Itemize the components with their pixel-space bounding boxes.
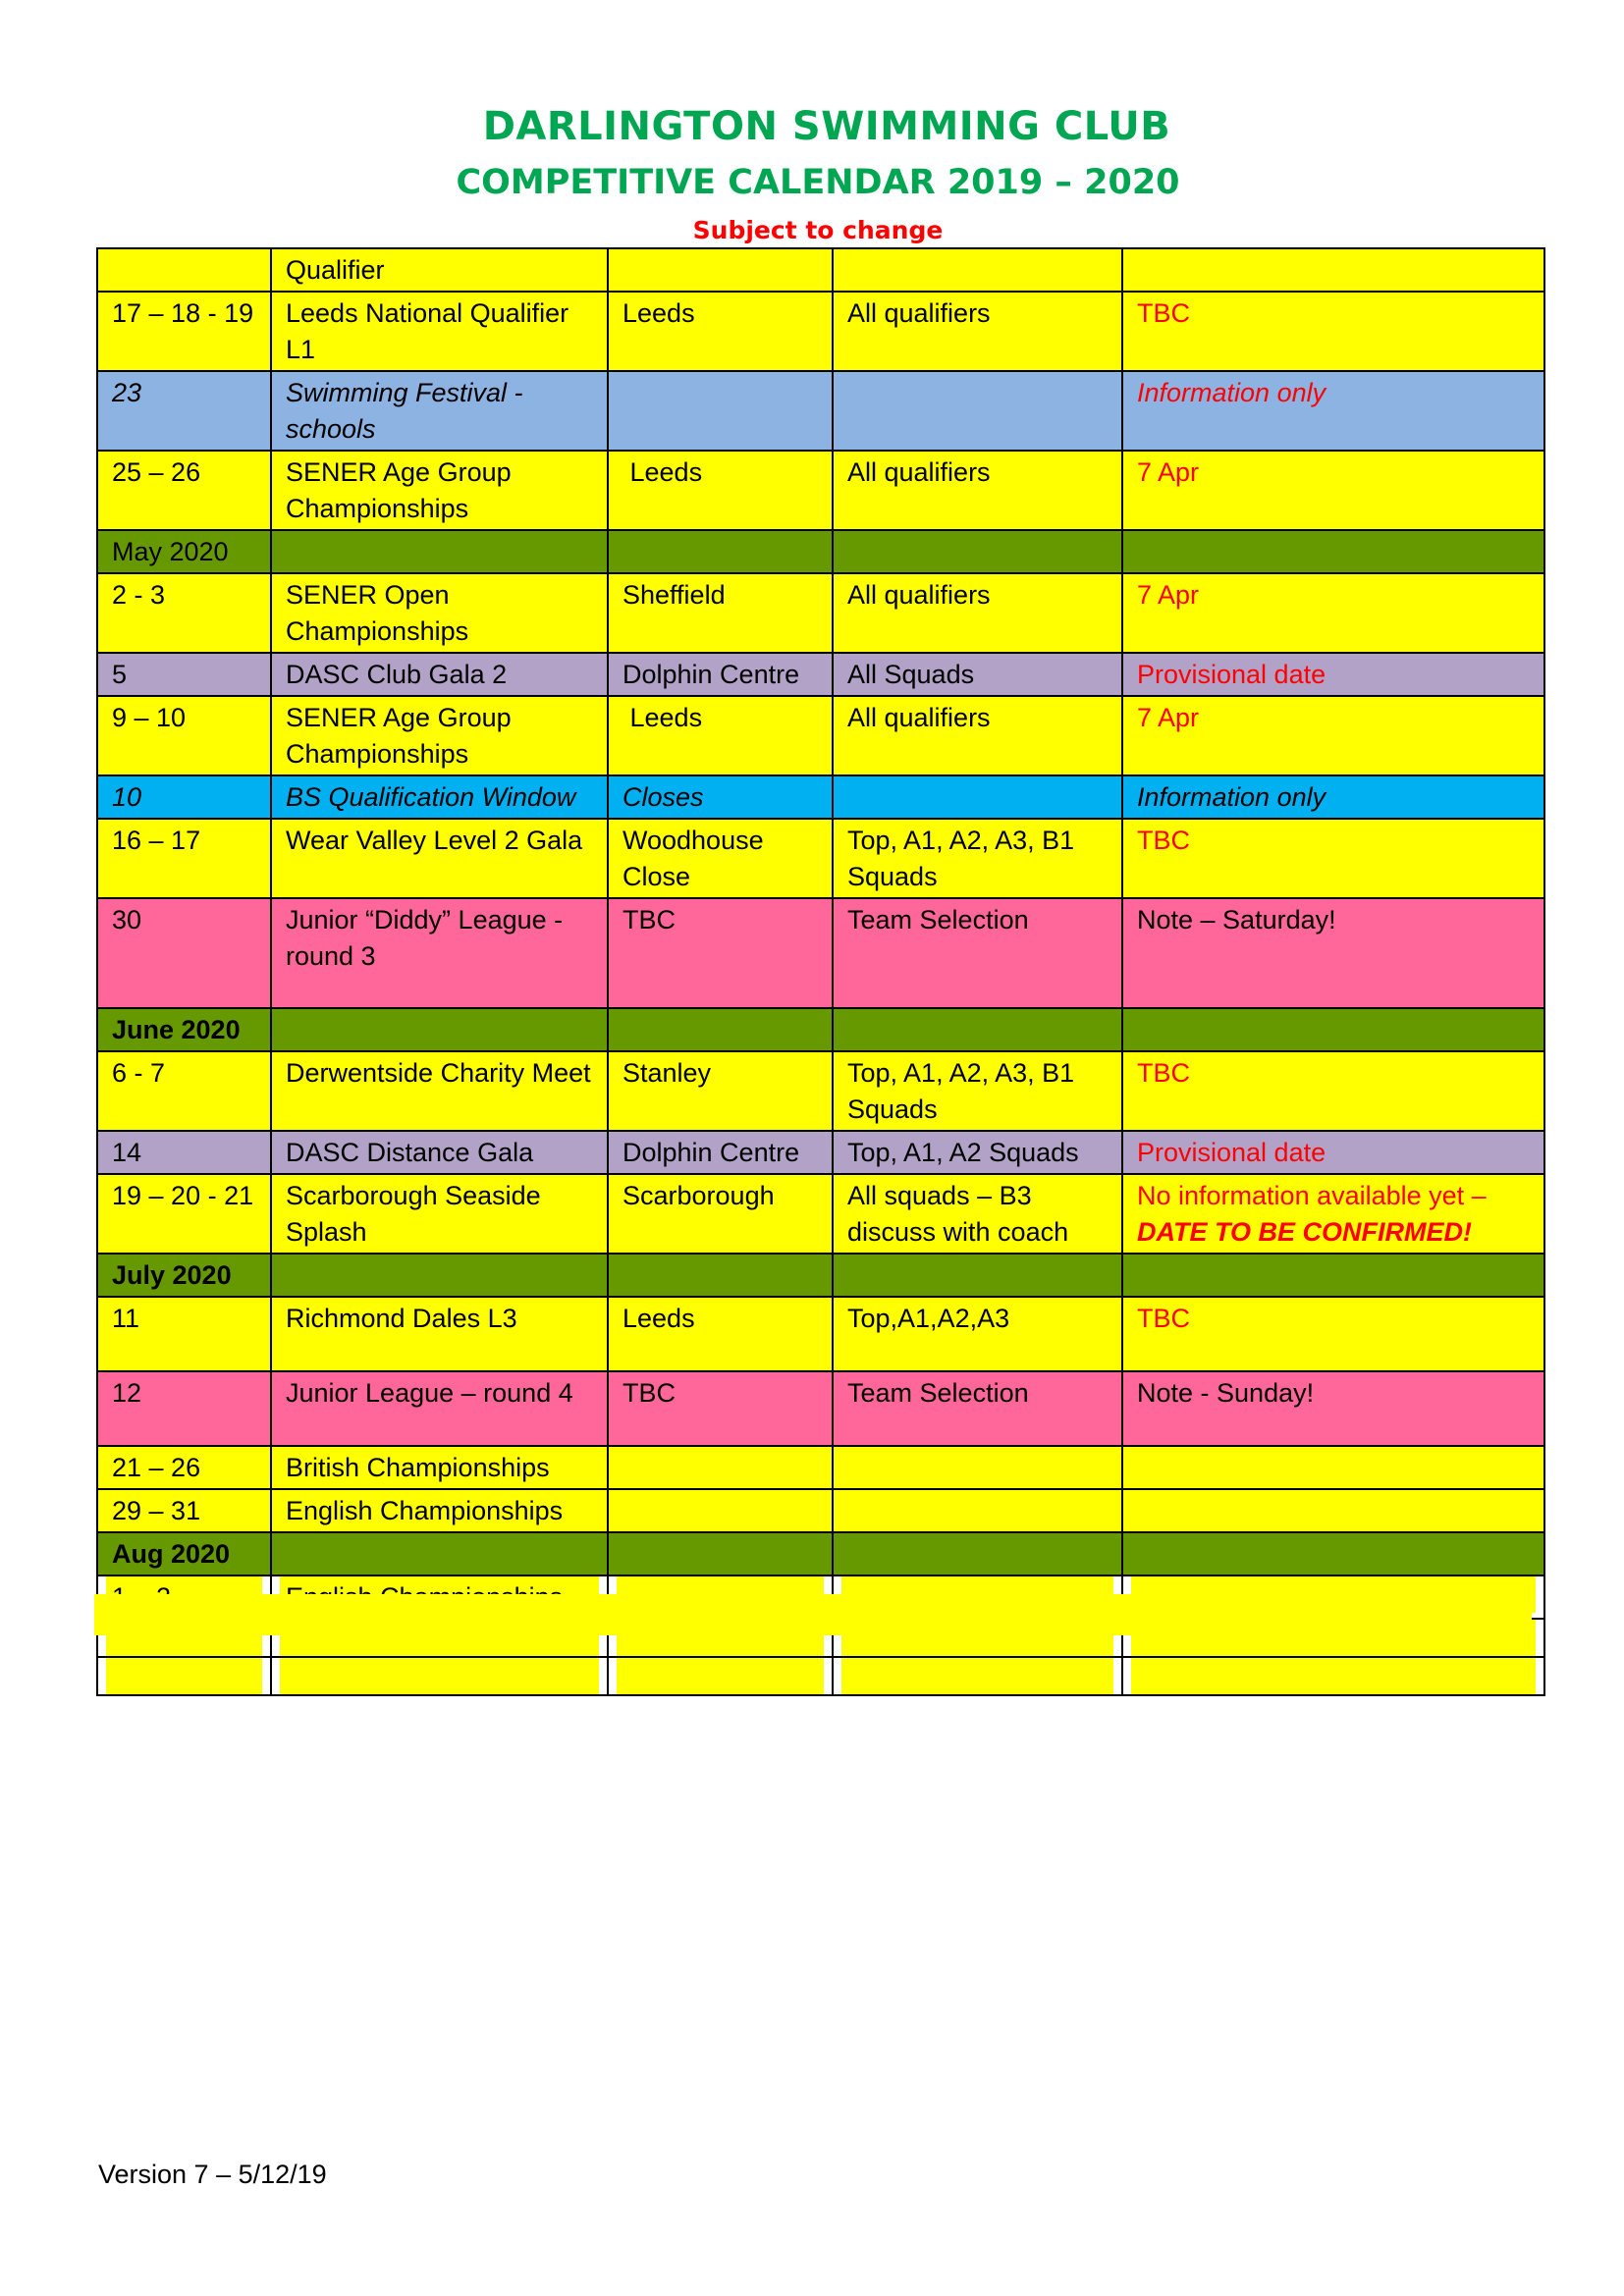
table-row — [97, 1131, 1544, 1174]
entry-cell: Note – Saturday! — [1122, 898, 1544, 1008]
date-confirm-warning: DATE TO BE CONFIRMED! — [1137, 1217, 1472, 1247]
event-cell: SENER Age Group Championships — [271, 451, 608, 530]
venue-cell: Closes — [608, 775, 833, 819]
version-footer: Version 7 – 5/12/19 — [98, 2160, 327, 2189]
venue-cell: Stanley — [608, 1051, 833, 1131]
date-cell: 25 – 26 — [97, 451, 271, 530]
venue-cell — [608, 248, 833, 292]
calendar-title: COMPETITIVE CALENDAR 2019 – 2020 — [456, 163, 1180, 202]
squads-cell: Team Selection — [833, 1371, 1122, 1446]
subject-to-change-note: Subject to change — [692, 216, 944, 244]
month-label: Aug 2020 — [97, 1532, 271, 1575]
entry-cell: Information only — [1122, 775, 1544, 819]
entry-cell: Information only — [1122, 371, 1544, 451]
event-cell: Derwentside Charity Meet — [271, 1051, 608, 1131]
squads-cell: All Squads — [833, 653, 1122, 696]
date-cell: 30 — [97, 898, 271, 1008]
month-label: May 2020 — [97, 530, 271, 573]
month-label: July 2020 — [97, 1254, 271, 1297]
month-row — [97, 1008, 1544, 1051]
venue-cell — [608, 371, 833, 451]
table-row — [97, 696, 1544, 775]
squads-cell: Team Selection — [833, 898, 1122, 1008]
table-row — [97, 1174, 1544, 1254]
squads-cell — [833, 775, 1122, 819]
entry-note: No information available yet – — [1137, 1181, 1487, 1210]
date-cell: 16 – 17 — [97, 819, 271, 898]
date-cell: 23 — [97, 371, 271, 451]
venue-cell: TBC — [608, 1371, 833, 1446]
event-cell: British Championships — [271, 1446, 608, 1489]
event-cell: Junior “Diddy” League - round 3 — [271, 898, 608, 1008]
entry-cell: 7 Apr — [1122, 451, 1544, 530]
entry-cell — [1122, 1174, 1544, 1254]
entry-cell: 7 Apr — [1122, 696, 1544, 775]
venue-cell: TBC — [608, 898, 833, 1008]
squads-cell: All qualifiers — [833, 696, 1122, 775]
table-row — [97, 898, 1544, 1008]
date-cell: 10 — [97, 775, 271, 819]
date-cell: 9 – 10 — [97, 696, 271, 775]
squads-cell — [833, 1489, 1122, 1532]
date-cell: 2 - 3 — [97, 573, 271, 653]
table-row — [97, 1489, 1544, 1532]
table-row — [97, 653, 1544, 696]
entry-cell: TBC — [1122, 1051, 1544, 1131]
event-cell: Junior League – round 4 — [271, 1371, 608, 1446]
event-cell: DASC Distance Gala — [271, 1131, 608, 1174]
table-row — [97, 292, 1544, 371]
highlight-band — [94, 1594, 1532, 1635]
table-row — [97, 1297, 1544, 1371]
venue-cell — [608, 1446, 833, 1489]
club-title: DARLINGTON SWIMMING CLUB — [482, 104, 1171, 149]
entry-cell — [1122, 1489, 1544, 1532]
entry-cell: Provisional date — [1122, 653, 1544, 696]
entry-cell: TBC — [1122, 819, 1544, 898]
venue-cell: Dolphin Centre — [608, 1131, 833, 1174]
squads-cell: Top,A1,A2,A3 — [833, 1297, 1122, 1371]
month-label: June 2020 — [97, 1008, 271, 1051]
squads-cell: All qualifiers — [833, 292, 1122, 371]
event-cell: Leeds National Qualifier L1 — [271, 292, 608, 371]
month-row — [97, 1532, 1544, 1575]
venue-cell: Dolphin Centre — [608, 653, 833, 696]
venue-cell: Leeds — [608, 1297, 833, 1371]
venue-cell: Leeds — [608, 451, 833, 530]
entry-cell: TBC — [1122, 1297, 1544, 1371]
event-cell: DASC Club Gala 2 — [271, 653, 608, 696]
event-cell: Wear Valley Level 2 Gala — [271, 819, 608, 898]
squads-cell — [833, 248, 1122, 292]
entry-cell: TBC — [1122, 292, 1544, 371]
venue-cell — [608, 1489, 833, 1532]
date-cell: 29 – 31 — [97, 1489, 271, 1532]
venue-cell: Scarborough — [608, 1174, 833, 1254]
squads-cell — [833, 1446, 1122, 1489]
table-row — [97, 451, 1544, 530]
entry-cell: 7 Apr — [1122, 573, 1544, 653]
squads-cell: Top, A1, A2, A3, B1 Squads — [833, 819, 1122, 898]
table-row — [97, 1371, 1544, 1446]
venue-cell: Woodhouse Close — [608, 819, 833, 898]
date-cell: 6 - 7 — [97, 1051, 271, 1131]
date-cell: 19 – 20 - 21 — [97, 1174, 271, 1254]
entry-cell: Note - Sunday! — [1122, 1371, 1544, 1446]
entry-cell — [1122, 248, 1544, 292]
table-row — [97, 1051, 1544, 1131]
squads-cell: All qualifiers — [833, 451, 1122, 530]
date-cell: 21 – 26 — [97, 1446, 271, 1489]
entry-cell — [1122, 1446, 1544, 1489]
event-cell: Swimming Festival - schools — [271, 371, 608, 451]
date-cell: 12 — [97, 1371, 271, 1446]
date-cell: 5 — [97, 653, 271, 696]
table-row — [97, 371, 1544, 451]
month-row — [97, 530, 1544, 573]
event-cell: SENER Open Championships — [271, 573, 608, 653]
squads-cell — [833, 371, 1122, 451]
calendar-table — [96, 247, 1545, 1696]
date-cell — [97, 248, 271, 292]
table-row — [97, 775, 1544, 819]
event-cell: Scarborough Seaside Splash — [271, 1174, 608, 1254]
month-row — [97, 1254, 1544, 1297]
date-cell: 17 – 18 - 19 — [97, 292, 271, 371]
squads-cell: All squads – B3 discuss with coach — [833, 1174, 1122, 1254]
event-cell: SENER Age Group Championships — [271, 696, 608, 775]
venue-cell: Leeds — [608, 292, 833, 371]
table-row — [97, 248, 1544, 292]
squads-cell: Top, A1, A2, A3, B1 Squads — [833, 1051, 1122, 1131]
date-cell: 14 — [97, 1131, 271, 1174]
table-row-empty — [97, 1657, 1544, 1695]
venue-cell: Sheffield — [608, 573, 833, 653]
table-row — [97, 573, 1544, 653]
event-cell: Qualifier — [271, 248, 608, 292]
event-cell: BS Qualification Window — [271, 775, 608, 819]
venue-cell: Leeds — [608, 696, 833, 775]
table-row — [97, 819, 1544, 898]
entry-cell: Provisional date — [1122, 1131, 1544, 1174]
date-cell: 11 — [97, 1297, 271, 1371]
event-cell: Richmond Dales L3 — [271, 1297, 608, 1371]
event-cell: English Championships — [271, 1489, 608, 1532]
table-row — [97, 1446, 1544, 1489]
squads-cell: Top, A1, A2 Squads — [833, 1131, 1122, 1174]
squads-cell: All qualifiers — [833, 573, 1122, 653]
